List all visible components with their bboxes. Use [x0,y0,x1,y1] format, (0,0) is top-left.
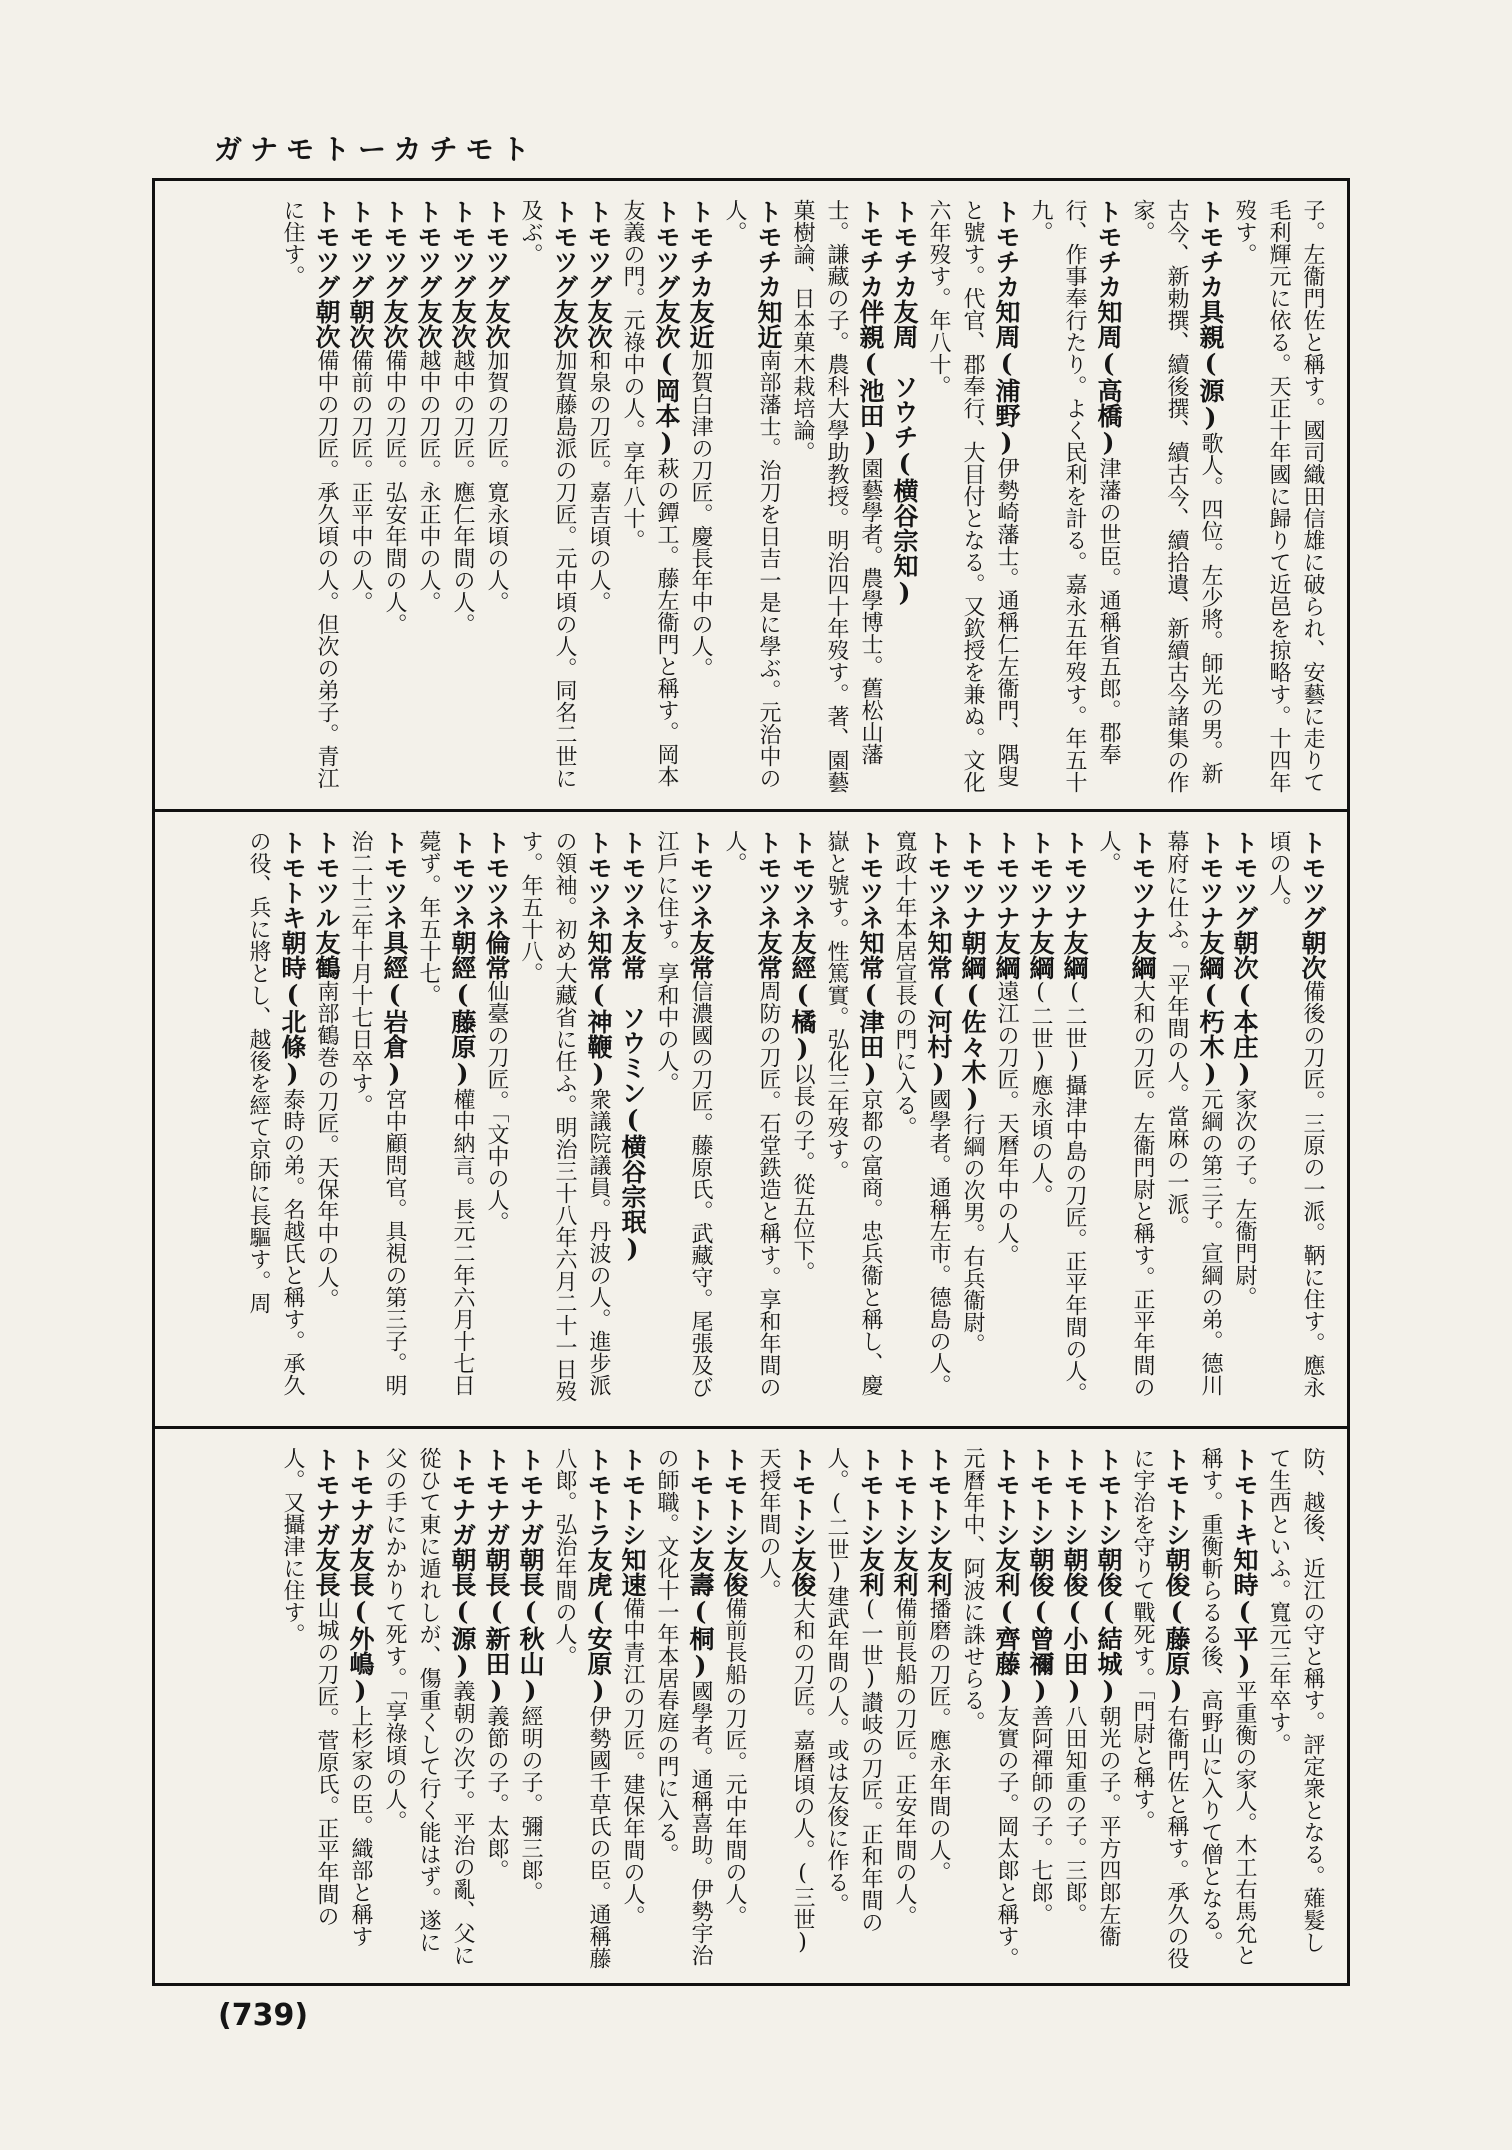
entry-desc: 備前長船の刀匠。元中年間の人。 [722,1597,747,1927]
dictionary-entry [513,830,615,1412]
entry-name: 朝時(北條) [278,930,307,1088]
entry-kana: トモツナ [1196,830,1225,930]
entry-name: 友壽(桐) [686,1547,715,1680]
entry-name: 朝長(秋山) [516,1547,545,1705]
dictionary-entry [377,199,411,795]
entry-desc: 泰時の弟。名越氏と稱す。承久の役、兵に將とし、越後を經て京師に長驅す。周 [246,830,305,1396]
entry-name: 友俊 [720,1547,749,1597]
entry-name: 友常 ソウミン(横谷宗珉) [618,930,647,1263]
entry-kana: トモトシ [1162,1447,1191,1547]
entry-name: 朝長(新田) [482,1547,511,1705]
entry-desc: 南部藩士。治刀を日吉一是に學ぶ。元治中の人。 [722,199,781,789]
entry-name: 知周(高橋) [1094,299,1123,457]
entry-name: 友次 [584,299,613,349]
entry-kana: トモツネ [788,830,817,930]
entry-kana: トモチカ [1196,199,1225,299]
dictionary-entry [1193,1447,1261,1969]
entry-name: 友綱 [1128,930,1157,980]
dictionary-entry [989,830,1023,1412]
entry-desc: 衆議院議員。丹波の人。進步派の領袖。初め大藏省に任ふ。明治三十八年六月二十一日歿す。年五十八。 [518,830,611,1402]
entry-kana: トモツナ [1128,830,1157,930]
dictionary-entry [377,1447,479,1969]
entry-kana: トモチカ [856,199,885,299]
dictionary-entry [343,199,377,795]
dictionary-entry [1227,199,1329,795]
entry-desc: 遠江の刀匠。天曆年中の人。 [994,980,1019,1266]
entry-desc: 歌人。四位。左少將。師光の男。新古今、新勅撰、續後撰、續古今、續拾遺、新續古今諸集の作家。 [1130,199,1223,793]
entry-name: 具經(岩倉) [380,930,409,1088]
entry-kana: トモナガ [448,1447,477,1547]
entry-kana: トモツグ [482,199,511,299]
entry-kana: トモツグ [550,199,579,299]
entry-kana: トモトシ [1094,1447,1123,1547]
entry-name: 知時(平) [1230,1547,1259,1680]
entry-desc: 萩の鐔工。藤左衞門と稱す。岡本友義の門。元祿中の人。享年八十。 [620,199,679,787]
band-bottom-columns [173,1447,1329,1969]
dictionary-entry [717,199,785,795]
dictionary-entry [1159,830,1227,1412]
entry-desc: 津藩の世臣。通稱省五郎。郡奉行、作事奉行たり。よく民利を計る。嘉永五年歿す。年五十九。 [1028,199,1121,793]
dictionary-entry [479,1447,513,1969]
entry-kana: トモトラ [584,1447,613,1547]
entry-name: 朝次 [346,299,375,349]
entry-desc: 國學者。通稱左市。德島の人。寬政十年本居宣長の門に入る。 [892,830,951,1396]
entry-kana: トモトシ [1060,1447,1089,1547]
entry-name: 友常 [686,930,715,980]
entry-desc: 播磨の刀匠。應永年間の人。 [926,1597,951,1883]
entry-kana: トモトシ [890,1447,919,1547]
dictionary-entry [1057,1447,1091,1969]
entry-desc: 周防の刀匠。石堂鉄造と稱す。享和年間の人。 [722,830,781,1398]
entry-desc: 子。左衞門佐と稱す。國司織田信雄に破られ、安藝に走りて毛利輝元に依る。天正十年國に歸りて近邑を掠略す。十四年歿す。 [1232,199,1325,793]
entry-kana: トモツグ [584,199,613,299]
entry-desc: 備中青江の刀匠。建保年間の人。 [620,1597,645,1927]
entry-name: 友次 [550,299,579,349]
entry-desc: 行綱の次男。右兵衞尉。 [960,1113,985,1355]
entry-desc: 加賀藤島派の刀匠。元中頃の人。同名二世に及ぶ。 [518,199,577,789]
entry-name: 朝次(本庄) [1230,930,1259,1088]
entry-desc: 越中の刀匠。應仁年間の人。 [450,349,475,635]
entry-kana: トモツグ [1230,830,1259,930]
entry-desc: 防、越後、近江の守と稱す。評定衆となる。薙髮して生西といふ。寬元三年卒す。 [1266,1447,1325,1953]
dictionary-entry [819,830,887,1412]
entry-name: 友近 [686,299,715,349]
band-bottom [155,1426,1347,1983]
entry-kana: トモナガ [312,1447,341,1547]
entry-desc: 京都の富商。忠兵衞と稱し、慶嶽と號す。性篤實。弘化三年歿す。 [824,830,883,1396]
dictionary-entry [275,199,343,795]
dictionary-entry [1023,199,1125,795]
entry-desc: 和泉の刀匠。嘉吉頃の人。 [586,349,611,613]
entry-name: 伴親(池田) [856,299,885,457]
dictionary-entry [513,1447,547,1969]
entry-name: 朝經(藤原) [448,930,477,1088]
entry-desc: 伊勢國千草氏の臣。通稱藤八郞。弘治年間の人。 [552,1447,611,1969]
dictionary-entry [445,199,479,795]
entry-kana: トモトキ [1230,1447,1259,1547]
entry-desc: 加賀の刀匠。寛永頃の人。 [484,349,509,613]
entry-kana: トモツナ [958,830,987,930]
entry-desc: 友實の子。岡太郞と稱す。元曆年中、阿波に誅せらる。 [960,1447,1019,1969]
entry-kana: トモツネ [482,830,511,930]
dictionary-entry [955,830,989,1412]
entry-desc: 加賀白津の刀匠。慶長年中の人。 [688,349,713,679]
entry-name: 朝綱(佐々木) [958,930,987,1113]
entry-name: 友綱 [1026,930,1055,980]
dictionary-entry [1125,1447,1193,1969]
entry-desc: 義節の子。太郞。 [484,1705,509,1881]
entry-kana: トモチカ [686,199,715,299]
entry-desc: 備後の刀匠。三原の一派。鞆に住す。應永頃の人。 [1266,830,1325,1398]
entry-desc: 善阿禪師の子。七郎。 [1028,1705,1053,1925]
entry-name: 朝俊(藤原) [1162,1547,1191,1705]
entry-name: 友利 [924,1547,953,1597]
entry-name: 知常(神鞭) [584,930,613,1088]
dictionary-entry [615,199,683,795]
entry-name: 朝俊(小田) [1060,1547,1089,1705]
dictionary-entry [819,1447,887,1969]
entry-name: 友長 [312,1547,341,1597]
entry-kana: トモツネ [448,830,477,930]
entry-name: 知常(津田) [856,930,885,1088]
entry-name: 具親(源) [1196,299,1225,432]
entry-kana: トモツネ [856,830,885,930]
entry-kana: トモツネ [618,830,647,930]
entry-name: 知近 [754,299,783,349]
dictionary-entry [1091,830,1159,1412]
entry-name: 知常(河村) [924,930,953,1088]
entry-kana: トモチカ [754,199,783,299]
dictionary-entry [1261,1447,1329,1969]
dictionary-entry [785,199,887,795]
entry-desc: 家次の子。左衞門尉。 [1232,1088,1257,1308]
entry-kana: トモトキ [278,830,307,930]
dictionary-entry [717,1447,751,1969]
header-left: ガナモトーカチモト [214,133,538,166]
entry-name: 友利(齊藤) [992,1547,1021,1705]
entry-kana: トモツネ [924,830,953,930]
dictionary-entry [547,1447,615,1969]
band-middle [155,809,1347,1426]
dictionary-entry [343,1447,377,1969]
entry-desc: 元綱の第三子。宣綱の弟。德川幕府に仕ふ。「平年間の人。當麻の一派。 [1164,830,1223,1396]
entry-kana: トモツグ [1298,830,1327,930]
entry-desc: 朝光の子。平方四郎左衞 [1096,1705,1121,1947]
entry-name: 友次 [380,299,409,349]
page-frame [152,178,1350,1986]
dictionary-entry [887,830,955,1412]
dictionary-entry [649,830,717,1412]
page-number: (739) [218,1998,309,2033]
dictionary-entry [513,199,581,795]
dictionary-entry [309,830,343,1412]
entry-kana: トモナガ [346,1447,375,1547]
entry-desc: (二世)攝津中島の刀匠。正平年間の人。 [1062,980,1087,1404]
dictionary-entry [785,830,819,1412]
entry-kana: トモツナ [992,830,1021,930]
entry-desc: 備中の刀匠。承久頃の人。但次の弟子。青江に住す。 [280,199,339,789]
dictionary-entry [751,1447,819,1969]
entry-desc: 上杉家の臣。織部と稱す [348,1705,373,1947]
entry-kana: トモツネ [380,830,409,930]
entry-kana: トモツグ [448,199,477,299]
entry-desc: 以長の子。從五位下。 [790,1063,815,1283]
entry-desc: 備前長船の刀匠。正安年間の人。 [892,1597,917,1927]
entry-name: 友利 [890,1547,919,1597]
dictionary-entry [649,1447,717,1969]
entry-kana: トモツネ [584,830,613,930]
entry-name: 友虎(安原) [584,1547,613,1705]
dictionary-entry [955,1447,1023,1969]
entry-name: 友周 ソウチ(横谷宗知) [890,299,919,607]
entry-name: 朝俊(結城) [1094,1547,1123,1705]
entry-kana: トモツグ [312,199,341,299]
entry-name: 友利 [856,1547,885,1597]
entry-name: 知周(浦野) [992,299,1021,457]
dictionary-entry [615,1447,649,1969]
entry-desc: (二世)應永頃の人。 [1028,980,1053,1206]
entry-name: 友次 [448,299,477,349]
dictionary-entry [411,199,445,795]
dictionary-entry [921,1447,955,1969]
entry-desc: 南部鶴巻の刀匠。天保年中の人。 [314,980,339,1310]
entry-name: 友鶴 [312,930,341,980]
entry-desc: 備中の刀匠。弘安年間の人。 [382,349,407,635]
band-top-columns [173,199,1329,795]
entry-desc: 經明の子。彌三郞。 [518,1705,543,1903]
dictionary-entry [921,199,1023,795]
dictionary-entry [1261,830,1329,1412]
dictionary-entry [887,199,921,795]
entry-name: 友次 [414,299,443,349]
entry-kana: トモツナ [1060,830,1089,930]
entry-kana: トモツグ [380,199,409,299]
entry-kana: トモツグ [414,199,443,299]
entry-desc: (一世)讃岐の刀匠。正和年間の人。(二世)建武年間の人。或は友俊に作る。 [824,1447,883,1933]
entry-desc: 備前の刀匠。正平中の人。 [348,349,373,613]
entry-kana: トモツネ [686,830,715,930]
band-middle-columns [173,830,1329,1412]
entry-name: 友長(外嶋) [346,1547,375,1705]
entry-desc: 八田知重の子。三郞。 [1062,1705,1087,1925]
dictionary-entry [343,830,411,1412]
entry-desc: 權中納言。長元二年六月十七日薨ず。年五十七。 [416,830,475,1396]
entry-desc: 越中の刀匠。永正中の人。 [416,349,441,613]
entry-kana: トモツナ [1026,830,1055,930]
dictionary-entry [411,830,479,1412]
entry-kana: トモトシ [924,1447,953,1547]
entry-kana: トモチカ [890,199,919,299]
entry-desc: 伊勢崎藩士。通稱仁左衞門、隅叟と號す。代官、郡奉行、大目付となる。又欽授を兼ぬ。文化六年歿す。年八十。 [926,199,1019,793]
entry-name: 友綱(朽木) [1196,930,1225,1088]
dictionary-entry [241,830,309,1412]
entry-desc: 大和の刀匠。左衞門尉と稱す。正平年間の人。 [1096,830,1155,1398]
entry-desc: 宮中顧問官。具視の第三子。明治二十三年十月十七日卒す。 [348,830,407,1396]
entry-kana: トモトシ [1026,1447,1055,1547]
entry-name: 友俊 [788,1547,817,1597]
entry-desc: 國學者。通稱喜助。伊勢宇治の師職。文化十一年本居春庭の門に入る。 [654,1447,713,1966]
entry-desc: 義朝の次子。平治の亂、父に從ひて東に遁れしが、傷重くして行く能はず。遂に父の手にかかりて死す。「享祿頃の人。 [382,1447,475,1966]
dictionary-entry [683,199,717,795]
entry-name: 友經(橘) [788,930,817,1063]
entry-name: 友綱 [992,930,1021,980]
dictionary-entry [887,1447,921,1969]
dictionary-entry [1227,830,1261,1412]
entry-name: 知速 [618,1547,647,1597]
entry-name: 友綱 [1060,930,1089,980]
entry-desc: 平重衡の家人。木工右馬允と稱す。重衡斬らるる後、高野山に入りて僧となる。 [1198,1447,1257,1966]
entry-desc: 信濃國の刀匠。藤原氏。武藏守。尾張及び江戶に住す。享和中の人。 [654,830,713,1398]
entry-kana: トモツグ [652,199,681,299]
entry-kana: トモナガ [516,1447,545,1547]
entry-kana: トモチカ [1094,199,1123,299]
entry-kana: トモトシ [720,1447,749,1547]
entry-kana: トモチカ [992,199,1021,299]
entry-desc: 大和の刀匠。嘉曆頃の人。(三世)天授年間の人。 [756,1447,815,1955]
entry-name: 友常 [754,930,783,980]
dictionary-entry [581,199,615,795]
entry-kana: トモツネ [754,830,783,930]
dictionary-entry [1125,199,1227,795]
dictionary-entry [479,830,513,1412]
entry-name: 朝俊(曾禰) [1026,1547,1055,1705]
entry-desc: 仙臺の刀匠。「文中の人。 [484,980,509,1233]
dictionary-entry [1023,830,1057,1412]
entry-name: 朝次 [1298,930,1327,980]
entry-name: 友次 [482,299,511,349]
dictionary-entry [479,199,513,795]
dictionary-entry [275,1447,343,1969]
entry-name: 朝長(源) [448,1547,477,1680]
entry-kana: トモトシ [992,1447,1021,1547]
entry-name: 朝次 [312,299,341,349]
entry-kana: トモトシ [618,1447,647,1547]
entry-name: 友次(岡本) [652,299,681,457]
entry-desc: 山城の刀匠。菅原氏。正平年間の人。又攝津に住す。 [280,1447,339,1927]
entry-kana: トモトシ [686,1447,715,1547]
band-top [155,181,1347,809]
dictionary-entry [615,830,649,1412]
entry-kana: トモトシ [788,1447,817,1547]
dictionary-entry [1023,1447,1057,1969]
entry-kana: トモツグ [346,199,375,299]
entry-kana: トモトシ [856,1447,885,1547]
dictionary-entry [1091,1447,1125,1969]
dictionary-entry [1057,830,1091,1412]
entry-name: 倫常 [482,930,511,980]
entry-kana: トモツル [312,830,341,930]
entry-desc: 園藝學者。農學博士。舊松山藩士。謙藏の子。農科大學助教授。明治四十年歿す。著、園藝菓樹論、日本菓木栽培論。 [790,199,883,793]
entry-kana: トモナガ [482,1447,511,1547]
dictionary-entry [717,830,785,1412]
entry-desc: 右衞門佐と稱す。承久の役に宇治を守りて戰死す。「門尉と稱す。 [1130,1447,1189,1969]
